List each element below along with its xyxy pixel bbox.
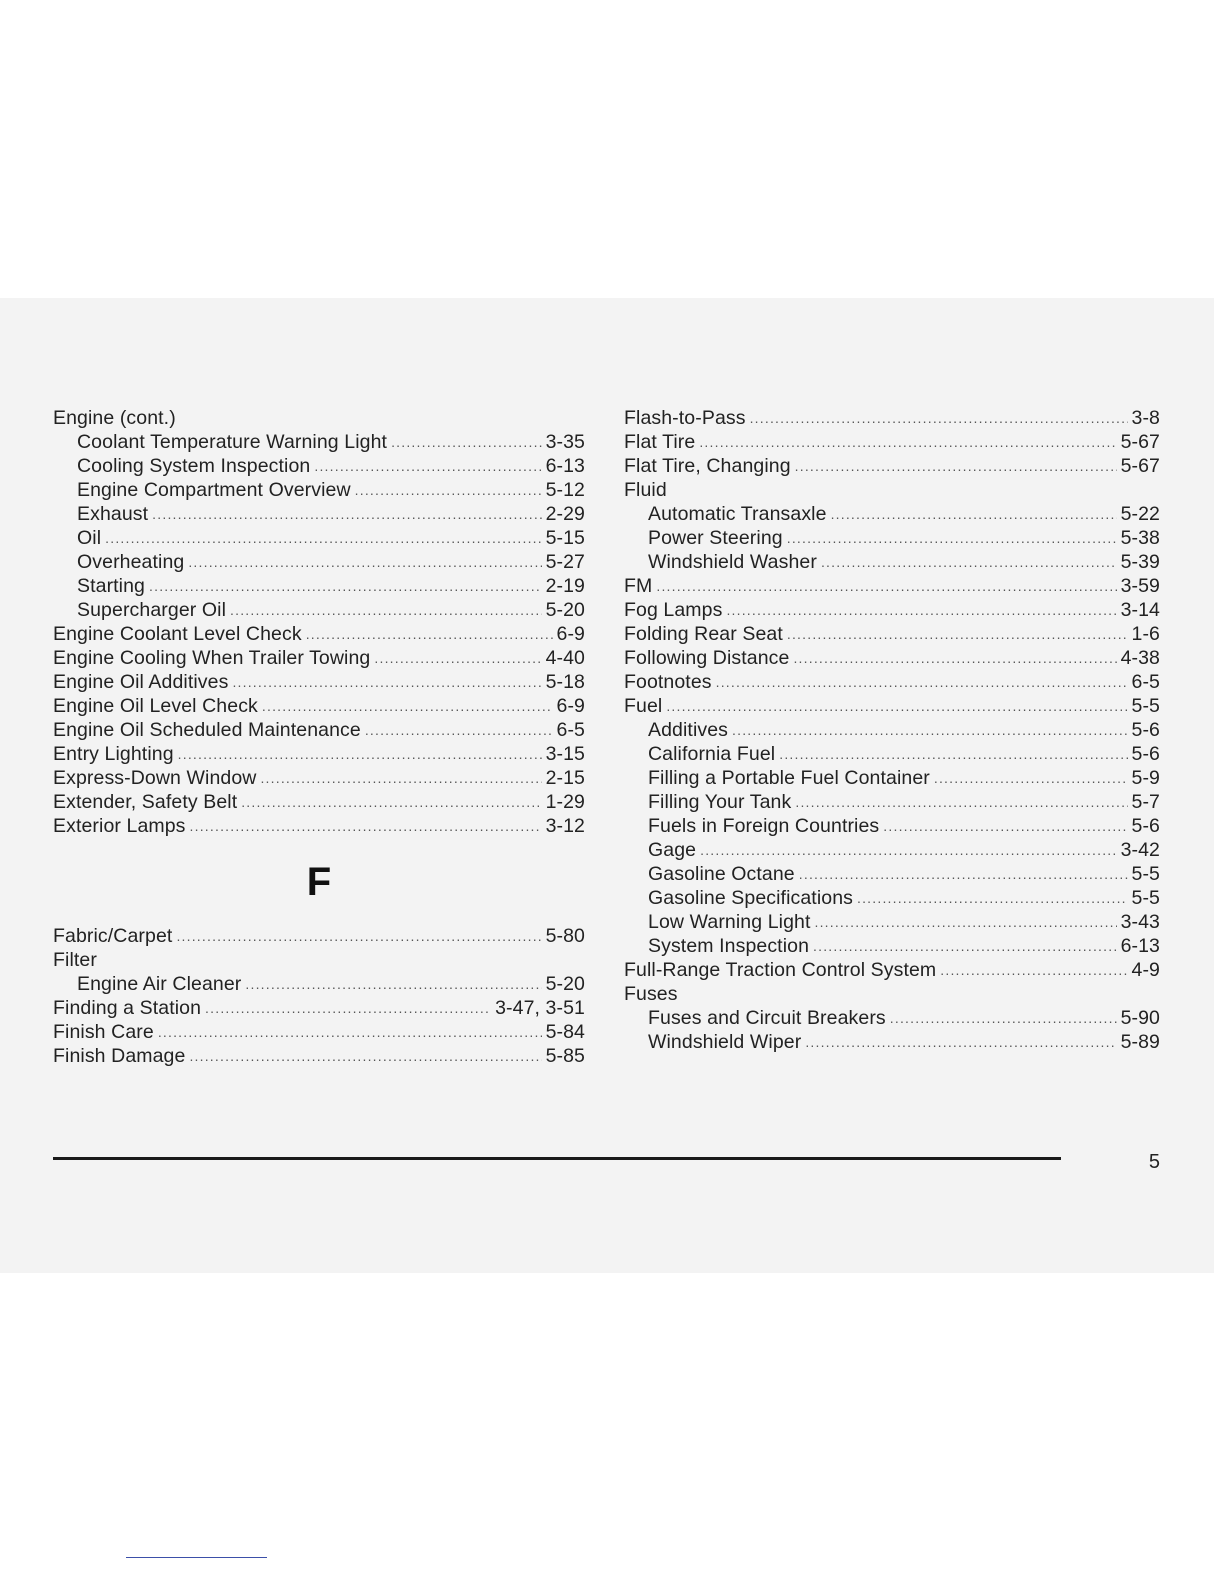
entry-label: Gasoline Specifications (648, 887, 853, 909)
index-entry (624, 742, 1160, 766)
entry-label: Engine Oil Scheduled Maintenance (53, 719, 361, 741)
entry-page-ref: 5-20 (545, 599, 585, 621)
entry-label: Gage (648, 839, 697, 861)
entry-page-ref: 5-38 (1120, 527, 1160, 549)
index-entry (624, 646, 1160, 670)
index-entry (53, 766, 585, 790)
entry-label: Oil (77, 527, 102, 549)
entry-label: Windshield Wiper (648, 1031, 802, 1053)
entry-page-ref: 6-5 (1131, 671, 1160, 693)
entry-page-ref: 5-85 (545, 1045, 585, 1067)
entry-label: California Fuel (648, 743, 776, 765)
entry-page-ref: 5-39 (1120, 551, 1160, 573)
index-entry (624, 574, 1160, 598)
index-entry (53, 790, 585, 814)
entry-page-ref: 5-22 (1120, 503, 1160, 525)
entry-page-ref: 5-18 (545, 671, 585, 693)
entry-label: FM (624, 575, 653, 597)
entry-page-ref: 5-67 (1120, 431, 1160, 453)
entry-label: Engine Air Cleaner (77, 973, 242, 995)
index-column-left (53, 406, 585, 1068)
entry-label: Additives (648, 719, 729, 741)
index-entry (624, 430, 1160, 454)
dot-leader (857, 886, 1128, 910)
index-entry (624, 718, 1160, 742)
entry-label: Flat Tire (624, 431, 696, 453)
entry-label: Fuel (624, 695, 663, 717)
dot-leader (365, 718, 553, 742)
index-entry (624, 598, 1160, 622)
index-entry (53, 550, 585, 574)
entry-label: Engine Compartment Overview (77, 479, 351, 501)
entry-page-ref: 4-40 (545, 647, 585, 669)
index-entry (624, 478, 1160, 502)
entry-page-ref: 6-9 (556, 623, 585, 645)
index-entry (53, 574, 585, 598)
index-entry (624, 766, 1160, 790)
dot-leader (779, 742, 1127, 766)
index-entry (624, 526, 1160, 550)
dot-leader (314, 454, 541, 478)
entry-page-ref: 6-5 (556, 719, 585, 741)
index-entry (53, 742, 585, 766)
dot-leader (230, 598, 542, 622)
entry-label: Finish Damage (53, 1045, 186, 1067)
index-entry (624, 550, 1160, 574)
entry-page-ref: 5-9 (1131, 767, 1160, 789)
entry-label: Fuses (624, 983, 678, 1005)
index-entry (624, 1006, 1160, 1030)
index-entry (53, 718, 585, 742)
dot-leader (260, 766, 541, 790)
entry-page-ref: 5-15 (545, 527, 585, 549)
index-entry (53, 814, 585, 838)
entry-label: Filling a Portable Fuel Container (648, 767, 930, 789)
dot-leader (189, 1044, 541, 1068)
index-entry (53, 430, 585, 454)
dot-leader (795, 790, 1127, 814)
index-entry (53, 972, 585, 996)
dot-leader (241, 790, 541, 814)
entry-label: Finish Care (53, 1021, 154, 1043)
index-entry (53, 646, 585, 670)
entry-page-ref: 3-15 (545, 743, 585, 765)
index-entry (624, 406, 1160, 430)
entry-label: Folding Rear Seat (624, 623, 783, 645)
entry-page-ref: 2-15 (545, 767, 585, 789)
entry-label: Starting (77, 575, 146, 597)
entry-page-ref: 6-13 (545, 455, 585, 477)
entry-page-ref: 2-19 (545, 575, 585, 597)
entry-page-ref: 5-90 (1120, 1007, 1160, 1029)
index-entry (624, 934, 1160, 958)
dot-leader (176, 924, 541, 948)
dot-leader (245, 972, 541, 996)
dot-leader (262, 694, 553, 718)
entry-label: Engine (cont.) (53, 407, 176, 429)
entry-page-ref: 2-29 (545, 503, 585, 525)
entry-page-ref: 1-6 (1131, 623, 1160, 645)
dot-leader (158, 1020, 542, 1044)
index-entry (53, 694, 585, 718)
index-entry (624, 454, 1160, 478)
dot-leader (306, 622, 553, 646)
entry-label: Flat Tire, Changing (624, 455, 791, 477)
entry-page-ref: 5-89 (1120, 1031, 1160, 1053)
dot-leader (732, 718, 1127, 742)
index-entry (624, 838, 1160, 862)
index-entry (53, 598, 585, 622)
entry-page-ref: 4-38 (1120, 647, 1160, 669)
index-entry (624, 670, 1160, 694)
entry-label: Supercharger Oil (77, 599, 227, 621)
entry-label: Low Warning Light (648, 911, 811, 933)
dot-leader (940, 958, 1127, 982)
entry-page-ref: 5-27 (545, 551, 585, 573)
index-entry (53, 526, 585, 550)
entry-page-ref: 4-9 (1131, 959, 1160, 981)
entry-page-ref: 6-9 (556, 695, 585, 717)
page-number: 5 (1148, 1151, 1160, 1173)
left-entries-after (53, 924, 585, 1068)
entry-label: Cooling System Inspection (77, 455, 311, 477)
entry-label: Exterior Lamps (53, 815, 186, 837)
entry-label: Fog Lamps (624, 599, 723, 621)
index-entry (624, 694, 1160, 718)
entry-page-ref: 5-12 (545, 479, 585, 501)
entry-page-ref: 3-35 (545, 431, 585, 453)
entry-label: Flash-to-Pass (624, 407, 746, 429)
entry-label: Filter (53, 949, 97, 971)
entry-page-ref: 3-8 (1131, 407, 1160, 429)
section-letter: F (306, 860, 332, 904)
entry-label: Extender, Safety Belt (53, 791, 238, 813)
dot-leader (656, 574, 1116, 598)
dot-leader (178, 742, 542, 766)
dot-leader (105, 526, 541, 550)
index-entry (53, 948, 585, 972)
dot-leader (787, 526, 1117, 550)
dot-leader (190, 814, 542, 838)
dot-leader (799, 862, 1128, 886)
index-entry (53, 622, 585, 646)
dot-leader (726, 598, 1116, 622)
index-entry (53, 924, 585, 948)
entry-label: Engine Oil Additives (53, 671, 229, 693)
index-entry (624, 910, 1160, 934)
entry-page-ref: 5-5 (1131, 863, 1160, 885)
entry-label: Automatic Transaxle (648, 503, 827, 525)
index-entry (53, 1020, 585, 1044)
index-entry (53, 996, 585, 1020)
dot-leader (821, 550, 1117, 574)
dot-leader (805, 1030, 1116, 1054)
entry-label: Express-Down Window (53, 767, 257, 789)
entry-label: Fuses and Circuit Breakers (648, 1007, 886, 1029)
dot-leader (831, 502, 1117, 526)
index-entry (53, 454, 585, 478)
entry-label: Engine Oil Level Check (53, 695, 258, 717)
entry-label: Engine Coolant Level Check (53, 623, 302, 645)
dot-leader (699, 430, 1116, 454)
entry-page-ref: 1-29 (545, 791, 585, 813)
index-entry (624, 622, 1160, 646)
entry-page-ref: 5-84 (545, 1021, 585, 1043)
entry-label: Overheating (77, 551, 185, 573)
entry-page-ref: 5-80 (545, 925, 585, 947)
dot-leader (152, 502, 541, 526)
dot-leader (813, 934, 1117, 958)
entry-page-ref: 5-20 (545, 973, 585, 995)
index-entry (624, 502, 1160, 526)
dot-leader (716, 670, 1128, 694)
index-entry (53, 502, 585, 526)
entry-page-ref: 3-59 (1120, 575, 1160, 597)
dot-leader (232, 670, 541, 694)
entry-page-ref: 5-6 (1131, 719, 1160, 741)
entry-label: Filling Your Tank (648, 791, 792, 813)
entry-label: System Inspection (648, 935, 810, 957)
entry-label: Engine Cooling When Trailer Towing (53, 647, 371, 669)
entry-page-ref: 3-12 (545, 815, 585, 837)
entry-label: Fluid (624, 479, 667, 501)
entry-page-ref: 5-5 (1131, 695, 1160, 717)
entry-label: Following Distance (624, 647, 790, 669)
entry-page-ref: 5-6 (1131, 743, 1160, 765)
entry-label: Windshield Washer (648, 551, 817, 573)
bottom-underline (126, 1557, 267, 1558)
index-entry (53, 478, 585, 502)
index-entry (624, 862, 1160, 886)
entry-label: Fabric/Carpet (53, 925, 173, 947)
entry-label: Finding a Station (53, 997, 202, 1019)
dot-leader (883, 814, 1127, 838)
entry-label: Power Steering (648, 527, 783, 549)
entry-label: Footnotes (624, 671, 712, 693)
dot-leader (795, 454, 1117, 478)
entry-page-ref: 3-14 (1120, 599, 1160, 621)
index-entry (624, 814, 1160, 838)
entry-page-ref: 5-67 (1120, 455, 1160, 477)
entry-label: Entry Lighting (53, 743, 174, 765)
dot-leader (666, 694, 1127, 718)
index-entry (624, 886, 1160, 910)
index-entry (53, 670, 585, 694)
dot-leader (355, 478, 542, 502)
dot-leader (934, 766, 1128, 790)
entry-page-ref: 3-43 (1120, 911, 1160, 933)
entry-page-ref: 5-6 (1131, 815, 1160, 837)
index-entry (624, 1030, 1160, 1054)
entry-label: Gasoline Octane (648, 863, 795, 885)
dot-leader (205, 996, 491, 1020)
left-entries-before (53, 406, 585, 838)
index-entry (53, 1044, 585, 1068)
dot-leader (391, 430, 542, 454)
index-column-right (624, 406, 1160, 1054)
entry-page-ref: 3-42 (1120, 839, 1160, 861)
entry-label: Exhaust (77, 503, 149, 525)
index-entry (624, 982, 1160, 1006)
dot-leader (890, 1006, 1117, 1030)
dot-leader (787, 622, 1128, 646)
entry-page-ref: 5-7 (1131, 791, 1160, 813)
dot-leader (188, 550, 541, 574)
dot-leader (700, 838, 1116, 862)
dot-leader (793, 646, 1116, 670)
entry-label: Coolant Temperature Warning Light (77, 431, 388, 453)
dot-leader (374, 646, 541, 670)
entry-label: Full-Range Traction Control System (624, 959, 937, 981)
entry-page-ref: 5-5 (1131, 887, 1160, 909)
entry-page-ref: 3-47, 3-51 (495, 997, 585, 1019)
index-entry (53, 406, 585, 430)
index-entry (624, 790, 1160, 814)
entry-label: Fuels in Foreign Countries (648, 815, 880, 837)
dot-leader (750, 406, 1128, 430)
footer-rule (53, 1157, 1061, 1160)
index-entry (624, 958, 1160, 982)
dot-leader (149, 574, 542, 598)
dot-leader (814, 910, 1116, 934)
entry-page-ref: 6-13 (1120, 935, 1160, 957)
